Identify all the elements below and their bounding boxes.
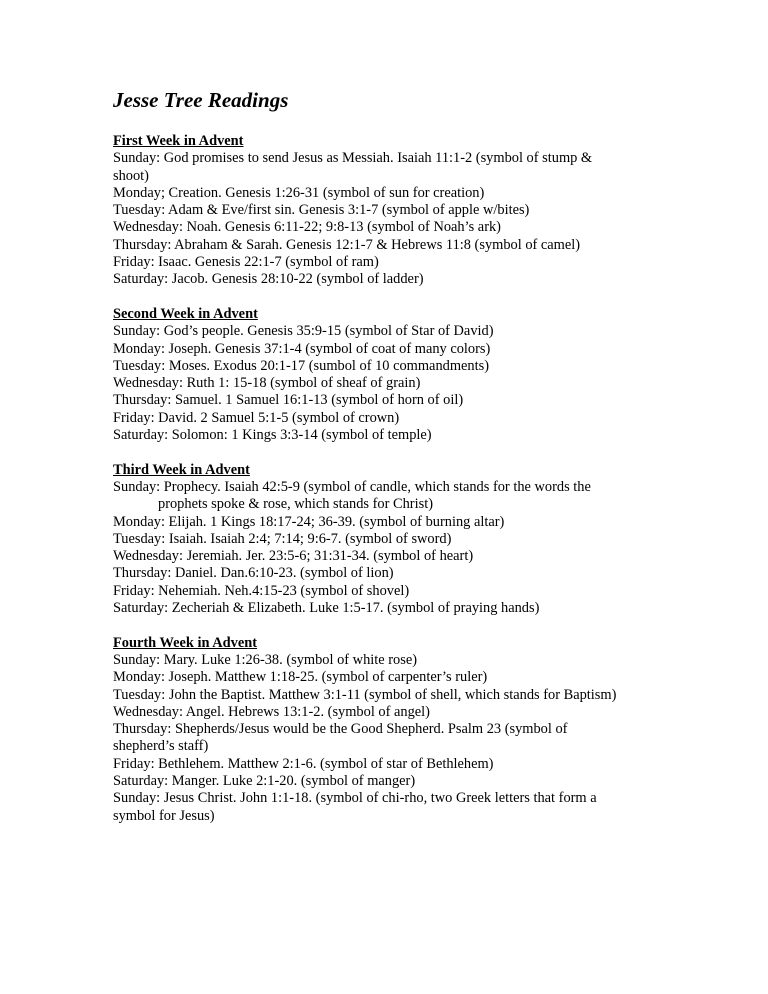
reading-line: Wednesday: Angel. Hebrews 13:1-2. (symbol of angel) <box>113 703 430 720</box>
reading-line: Tuesday: Isaiah. Isaiah 2:4; 7:14; 9:6-7. (symbol of sword) <box>113 530 452 547</box>
week-section-3 <box>113 462 633 618</box>
reading-line: Friday: Bethlehem. Matthew 2:1-6. (symbol of star of Bethlehem) <box>113 755 494 772</box>
reading-line: shoot) <box>113 167 149 184</box>
reading-line: Friday: David. 2 Samuel 5:1-5 (symbol of crown) <box>113 409 400 426</box>
reading-line: Monday; Creation. Genesis 1:26-31 (symbol of sun for creation) <box>113 184 485 201</box>
week-heading: Third Week in Advent <box>113 461 250 478</box>
readings-list <box>113 133 633 842</box>
reading-line: Wednesday: Noah. Genesis 6:11-22; 9:8-13 (symbol of Noah’s ark) <box>113 219 501 236</box>
week-section-1 <box>113 133 633 289</box>
week-section-4 <box>113 635 633 825</box>
reading-line: Monday: Joseph. Genesis 37:1-4 (symbol of coat of many colors) <box>113 340 491 357</box>
week-heading: First Week in Advent <box>113 133 244 149</box>
reading-line: Saturday: Zecheriah & Elizabeth. Luke 1:5-17. (symbol of praying hands) <box>113 600 540 617</box>
reading-line: Monday: Elijah. 1 Kings 18:17-24; 36-39. (symbol of burning altar) <box>113 513 505 530</box>
reading-line: Friday: Isaac. Genesis 22:1-7 (symbol of ram) <box>113 254 379 271</box>
reading-line: Monday: Joseph. Matthew 1:18-25. (symbol of carpenter’s ruler) <box>113 669 488 686</box>
reading-line: symbol for Jesus) <box>113 807 215 824</box>
reading-line: Thursday: Shepherds/Jesus would be the Good Shepherd. Psalm 23 (symbol of <box>113 721 568 738</box>
reading-line-continuation: prophets spoke & rose, which stands for Christ) <box>158 496 433 513</box>
reading-line: shepherd’s staff) <box>113 738 209 755</box>
reading-line: Tuesday: John the Baptist. Matthew 3:1-11 (symbol of shell, which stands for Baptism) <box>113 686 617 703</box>
reading-line: Saturday: Solomon: 1 Kings 3:3-14 (symbol of temple) <box>113 427 432 444</box>
week-heading: Second Week in Advent <box>113 305 258 322</box>
reading-line: Sunday: God promises to send Jesus as Messiah. Isaiah 11:1-2 (symbol of stump & <box>113 150 593 167</box>
reading-line: Thursday: Daniel. Dan.6:10-23. (symbol of lion) <box>113 565 394 582</box>
week-section-2 <box>113 306 633 444</box>
reading-line: Thursday: Samuel. 1 Samuel 16:1-13 (symbol of horn of oil) <box>113 392 464 409</box>
reading-line: Saturday: Manger. Luke 2:1-20. (symbol of manger) <box>113 772 416 789</box>
reading-line: Sunday: God’s people. Genesis 35:9-15 (symbol of Star of David) <box>113 323 494 340</box>
reading-line: Wednesday: Ruth 1: 15-18 (symbol of sheaf of grain) <box>113 375 421 392</box>
document-title: Jesse Tree Readings <box>113 88 289 112</box>
reading-line: Thursday: Abraham & Sarah. Genesis 12:1-7 & Hebrews 11:8 (symbol of camel) <box>113 236 581 253</box>
reading-line: Friday: Nehemiah. Neh.4:15-23 (symbol of shovel) <box>113 582 410 599</box>
reading-line: Sunday: Mary. Luke 1:26-38. (symbol of white rose) <box>113 651 418 668</box>
reading-line: Wednesday: Jeremiah. Jer. 23:5-6; 31:31-34. (symbol of heart) <box>113 548 474 565</box>
week-heading: Fourth Week in Advent <box>113 634 258 651</box>
reading-line: Saturday: Jacob. Genesis 28:10-22 (symbol of ladder) <box>113 271 424 288</box>
reading-line: Sunday: Prophecy. Isaiah 42:5-9 (symbol of candle, which stands for the words the <box>113 478 591 495</box>
reading-line: Tuesday: Moses. Exodus 20:1-17 (sumbol of 10 commandments) <box>113 357 490 374</box>
reading-line: Tuesday: Adam & Eve/first sin. Genesis 3:1-7 (symbol of apple w/bites) <box>113 202 530 219</box>
reading-line: Sunday: Jesus Christ. John 1:1-18. (symbol of chi-rho, two Greek letters that form a <box>113 790 597 807</box>
